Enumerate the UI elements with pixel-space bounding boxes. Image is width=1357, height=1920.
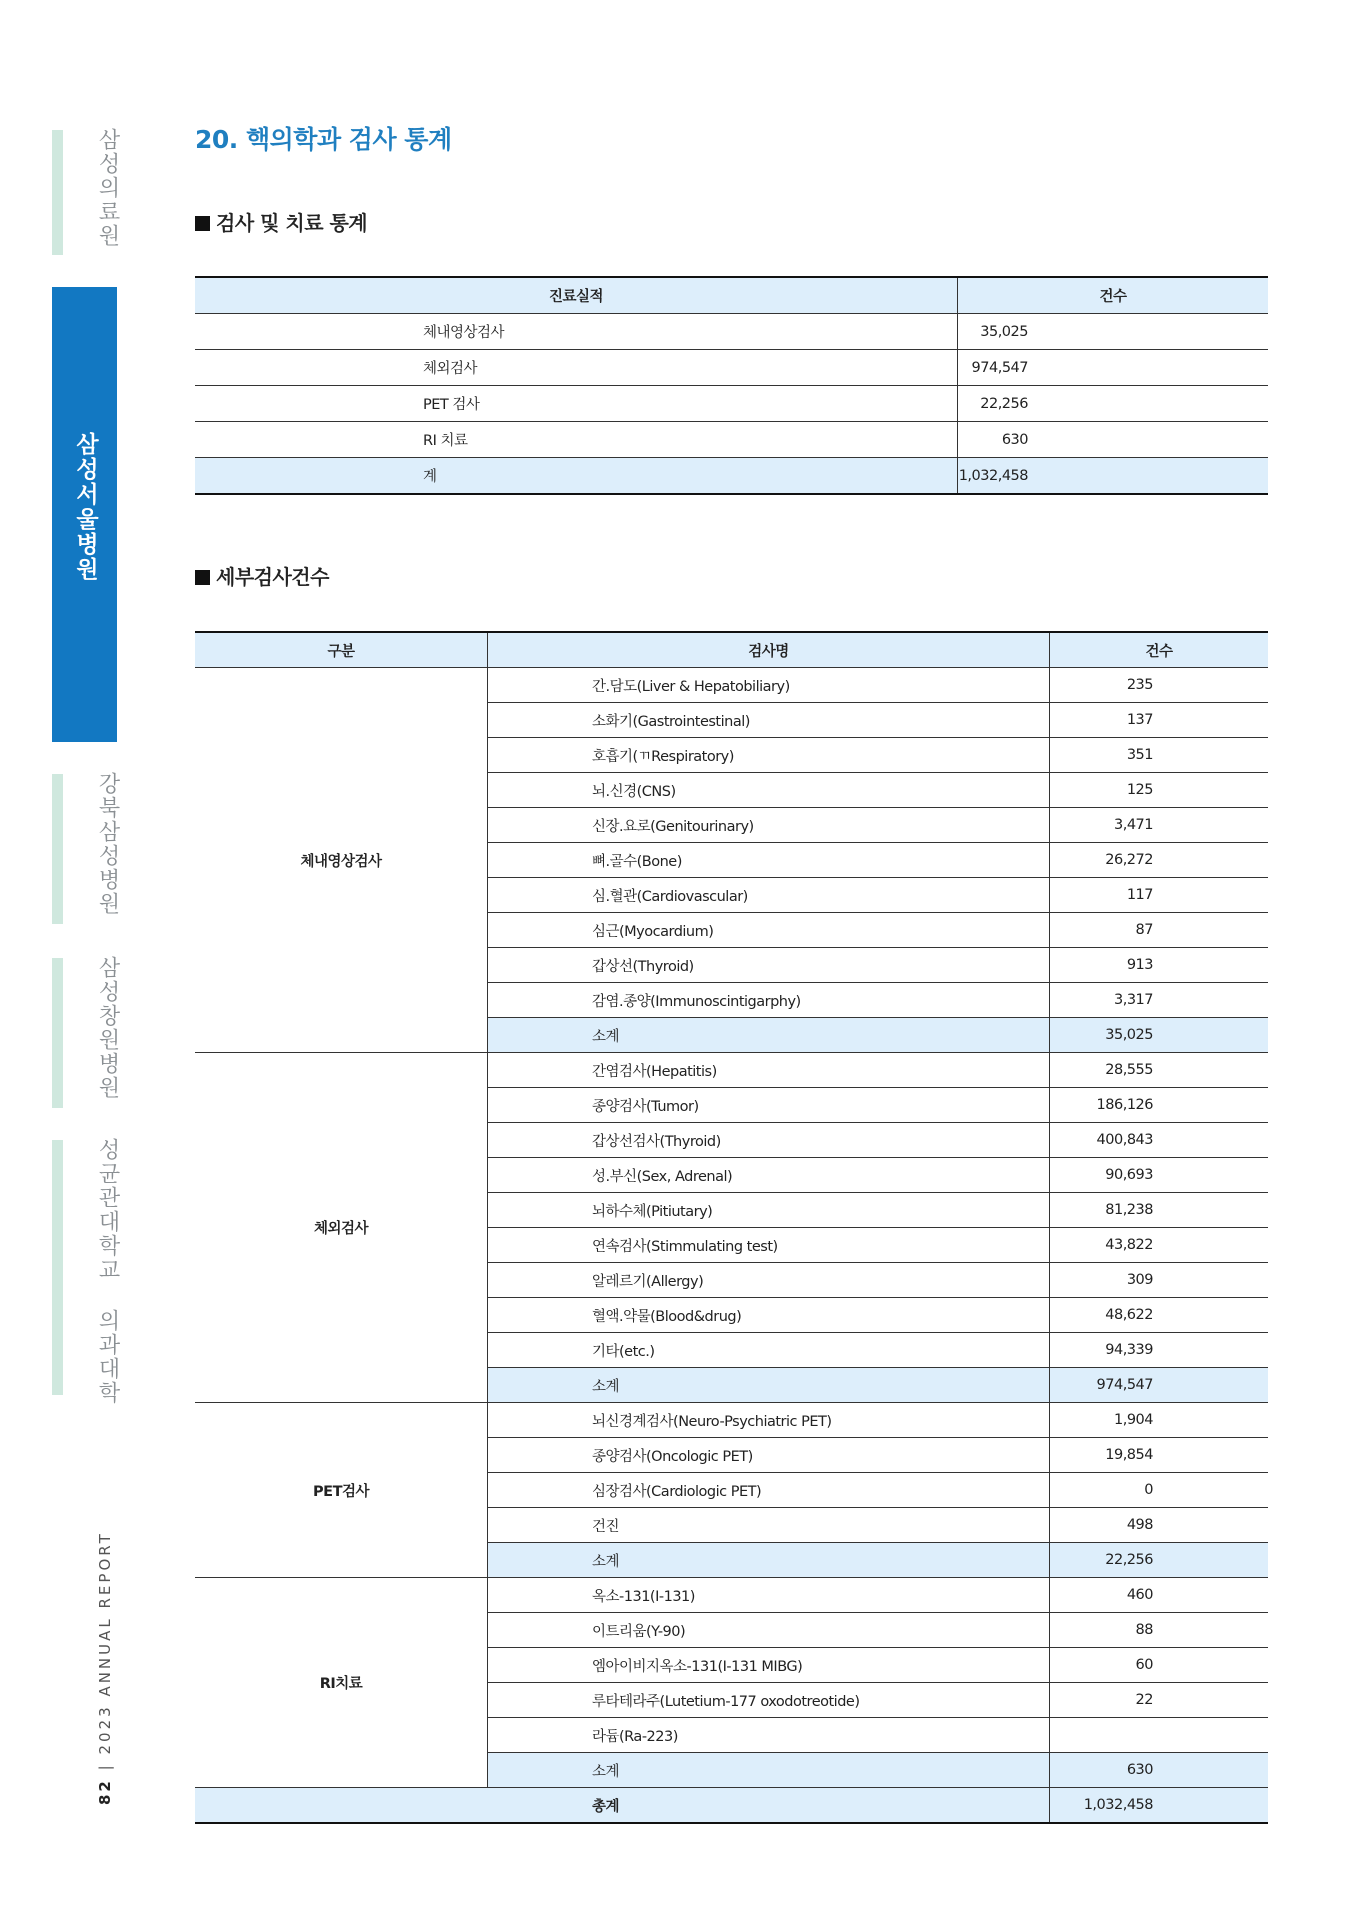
header-test-name: 검사명 <box>488 632 1050 668</box>
test-count: 235 <box>1050 668 1269 703</box>
side-nav-item-samsung-medical-center[interactable]: 삼성의료원 <box>95 128 120 248</box>
test-name: 라듐(Ra-223) <box>488 1718 1050 1753</box>
test-count: 81,238 <box>1050 1193 1269 1228</box>
subtotal-label: 소계 <box>488 1753 1050 1788</box>
test-count: 48,622 <box>1050 1298 1269 1333</box>
test-count: 309 <box>1050 1263 1269 1298</box>
test-name: 심근(Myocardium) <box>488 913 1050 948</box>
summary-table <box>195 276 1268 495</box>
table-row <box>195 1403 1268 1438</box>
section-heading-detail <box>195 561 329 590</box>
row-label: 체외검사 <box>195 350 958 386</box>
test-count: 28,555 <box>1050 1053 1269 1088</box>
subtotal-label: 소계 <box>488 1543 1050 1578</box>
page-number: 82 <box>96 1778 114 1805</box>
subtotal-label: 소계 <box>488 1018 1050 1053</box>
side-nav-bar-5 <box>52 1140 63 1395</box>
test-name: 건진 <box>488 1508 1050 1543</box>
test-name: 심장검사(Cardiologic PET) <box>488 1473 1050 1508</box>
subtotal-value: 974,547 <box>1050 1368 1269 1403</box>
test-count: 400,843 <box>1050 1123 1269 1158</box>
side-nav-item-samsung-changwon-hospital[interactable]: 삼성창원병원 <box>95 956 120 1100</box>
table-header-row <box>195 277 1268 314</box>
header-count: 건수 <box>958 277 1269 314</box>
test-count: 913 <box>1050 948 1269 983</box>
test-name: 뼈.골수(Bone) <box>488 843 1050 878</box>
header-count: 건수 <box>1050 632 1269 668</box>
header-group: 구분 <box>195 632 488 668</box>
side-nav-item-samsung-seoul-hospital[interactable]: 삼성서울병원 <box>72 432 98 582</box>
test-name: 간.담도(Liver & Hepatobiliary) <box>488 668 1050 703</box>
test-count: 19,854 <box>1050 1438 1269 1473</box>
test-name: 소화기(Gastrointestinal) <box>488 703 1050 738</box>
test-count: 498 <box>1050 1508 1269 1543</box>
group-label: RI치료 <box>195 1578 488 1788</box>
side-nav-bar-4 <box>52 958 63 1108</box>
total-label: 계 <box>195 458 958 495</box>
test-name: 기타(etc.) <box>488 1333 1050 1368</box>
detail-table <box>195 631 1268 1824</box>
subtotal-value: 35,025 <box>1050 1018 1269 1053</box>
group-label: 체외검사 <box>195 1053 488 1403</box>
row-label: 체내영상검사 <box>195 314 958 350</box>
subtotal-label: 소계 <box>488 1368 1050 1403</box>
test-count: 3,471 <box>1050 808 1269 843</box>
row-value: 35,025 <box>958 314 1269 350</box>
test-name: 뇌신경계검사(Neuro-Psychiatric PET) <box>488 1403 1050 1438</box>
test-count: 137 <box>1050 703 1269 738</box>
test-count: 88 <box>1050 1613 1269 1648</box>
table-header-row <box>195 632 1268 668</box>
test-name: 종양검사(Oncologic PET) <box>488 1438 1050 1473</box>
test-name: 엠아이비지옥소-131(I-131 MIBG) <box>488 1648 1050 1683</box>
test-name: 혈액.약물(Blood&drug) <box>488 1298 1050 1333</box>
table-row <box>195 350 1268 386</box>
test-name: 이트리움(Y-90) <box>488 1613 1050 1648</box>
test-name: 연속검사(Stimmulating test) <box>488 1228 1050 1263</box>
square-bullet-icon <box>195 570 210 585</box>
subtotal-value: 630 <box>1050 1753 1269 1788</box>
row-value: 630 <box>958 422 1269 458</box>
test-count: 87 <box>1050 913 1269 948</box>
side-nav-item-skku-medicine[interactable]: 성균관대학교 의과대학 <box>95 1138 120 1405</box>
test-count: 43,822 <box>1050 1228 1269 1263</box>
test-name: 호흡기(ㄲRespiratory) <box>488 738 1050 773</box>
test-name: 종양검사(Tumor) <box>488 1088 1050 1123</box>
grand-total-value: 1,032,458 <box>1050 1788 1269 1824</box>
row-label: PET 검사 <box>195 386 958 422</box>
test-name: 감염.종양(Immunoscintigarphy) <box>488 983 1050 1018</box>
table-row <box>195 1578 1268 1613</box>
group-label: PET검사 <box>195 1403 488 1578</box>
test-count: 186,126 <box>1050 1088 1269 1123</box>
side-nav-bar-3 <box>52 774 63 924</box>
header-category: 진료실적 <box>195 277 958 314</box>
test-count: 22 <box>1050 1683 1269 1718</box>
test-count: 460 <box>1050 1578 1269 1613</box>
test-count: 94,339 <box>1050 1333 1269 1368</box>
test-count: 1,904 <box>1050 1403 1269 1438</box>
test-name: 신장.요로(Genitourinary) <box>488 808 1050 843</box>
test-name: 루타테라주(Lutetium-177 oxodotreotide) <box>488 1683 1050 1718</box>
test-count: 26,272 <box>1050 843 1269 878</box>
table-row <box>195 668 1268 703</box>
group-label: 체내영상검사 <box>195 668 488 1053</box>
page-title: 20. 핵의학과 검사 통계 <box>195 125 452 154</box>
subtotal-value: 22,256 <box>1050 1543 1269 1578</box>
test-name: 간염검사(Hepatitis) <box>488 1053 1050 1088</box>
test-count: 0 <box>1050 1473 1269 1508</box>
table-row <box>195 314 1268 350</box>
test-name: 심.혈관(Cardiovascular) <box>488 878 1050 913</box>
test-count: 60 <box>1050 1648 1269 1683</box>
test-count: 90,693 <box>1050 1158 1269 1193</box>
grand-total-label: 총계 <box>195 1788 1050 1824</box>
section-heading-text: 검사 및 치료 통계 <box>216 211 368 235</box>
separator: | <box>96 1762 114 1771</box>
test-name: 뇌.신경(CNS) <box>488 773 1050 808</box>
test-count <box>1050 1718 1269 1753</box>
square-bullet-icon <box>195 216 210 231</box>
table-row <box>195 386 1268 422</box>
table-row <box>195 1053 1268 1088</box>
test-name: 갑상선(Thyroid) <box>488 948 1050 983</box>
total-row <box>195 458 1268 495</box>
test-name: 뇌하수체(Pitiutary) <box>488 1193 1050 1228</box>
test-name: 성.부신(Sex, Adrenal) <box>488 1158 1050 1193</box>
test-name: 알레르기(Allergy) <box>488 1263 1050 1298</box>
section-heading-text: 세부검사건수 <box>216 565 329 589</box>
side-nav-item-kangbuk-samsung-hospital[interactable]: 강북삼성병원 <box>95 772 120 916</box>
annual-report-label <box>96 1531 114 1805</box>
row-value: 974,547 <box>958 350 1269 386</box>
total-value: 1,032,458 <box>958 458 1269 495</box>
report-name: 2023 ANNUAL REPORT <box>96 1531 114 1755</box>
test-count: 3,317 <box>1050 983 1269 1018</box>
row-label: RI 치료 <box>195 422 958 458</box>
row-value: 22,256 <box>958 386 1269 422</box>
test-name: 옥소-131(I-131) <box>488 1578 1050 1613</box>
test-name: 갑상선검사(Thyroid) <box>488 1123 1050 1158</box>
test-count: 117 <box>1050 878 1269 913</box>
side-nav-bar-1 <box>52 130 63 255</box>
test-count: 125 <box>1050 773 1269 808</box>
test-count: 351 <box>1050 738 1269 773</box>
grand-total-row <box>195 1788 1268 1824</box>
table-row <box>195 422 1268 458</box>
section-heading-summary <box>195 207 367 236</box>
